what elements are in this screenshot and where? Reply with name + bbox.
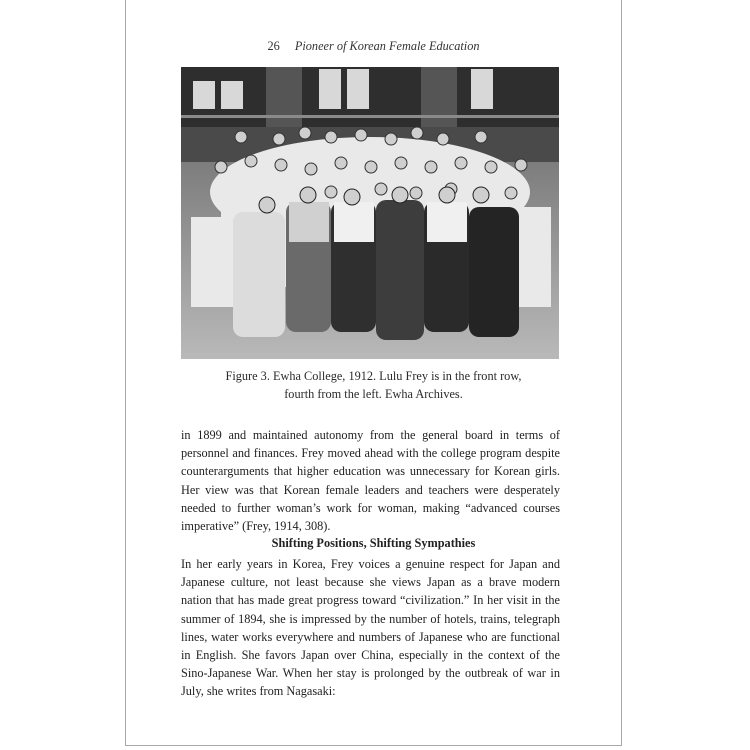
body-paragraph: [181, 426, 560, 535]
body-paragraph: [181, 555, 560, 701]
running-head: [126, 39, 621, 54]
paragraph-text: In her early years in Korea, Frey voices a genuine respect for Japan and Japanese culture, not least because she views Japan as a brave modern nation that has made great progress toward “civilization.” In her visit in the summer of 1894, she is impressed by the number of hotels, trains, telegraph lines, water works everywhere and numbers of Japanese who are functional in English. She favors Japan over China, especially in the context of the Sino-Japanese War. When her stay is prolonged by the outbreak of war in July, she writes from Nagasaki:: [181, 557, 560, 699]
ledge: [181, 115, 559, 118]
book-page: [125, 0, 622, 746]
page-number: 26: [267, 39, 280, 53]
figure-photo: [181, 67, 559, 359]
caption-line: Figure 3. Ewha College, 1912. Lulu Frey is in the front row,: [225, 369, 522, 383]
figure-caption: [126, 368, 621, 403]
running-head-title: Pioneer of Korean Female Education: [294, 39, 480, 53]
caption-line: fourth from the left. Ewha Archives.: [284, 386, 463, 401]
section-heading: Shifting Positions, Shifting Sympathies: [271, 536, 476, 550]
teachers-front-row: [233, 200, 519, 340]
group-photo-illustration: [181, 67, 559, 359]
paragraph-text: in 1899 and maintained autonomy from the general board in terms of personnel and finances. Frey moved ahead with the college program despite counterarguments that higher education was unnecessary for Korean girls. Her view was that Korean female leaders and teachers were desperately needed to further woman’s work for woman, making “advanced courses imperative” (Frey, 1914, 308).: [181, 428, 560, 534]
